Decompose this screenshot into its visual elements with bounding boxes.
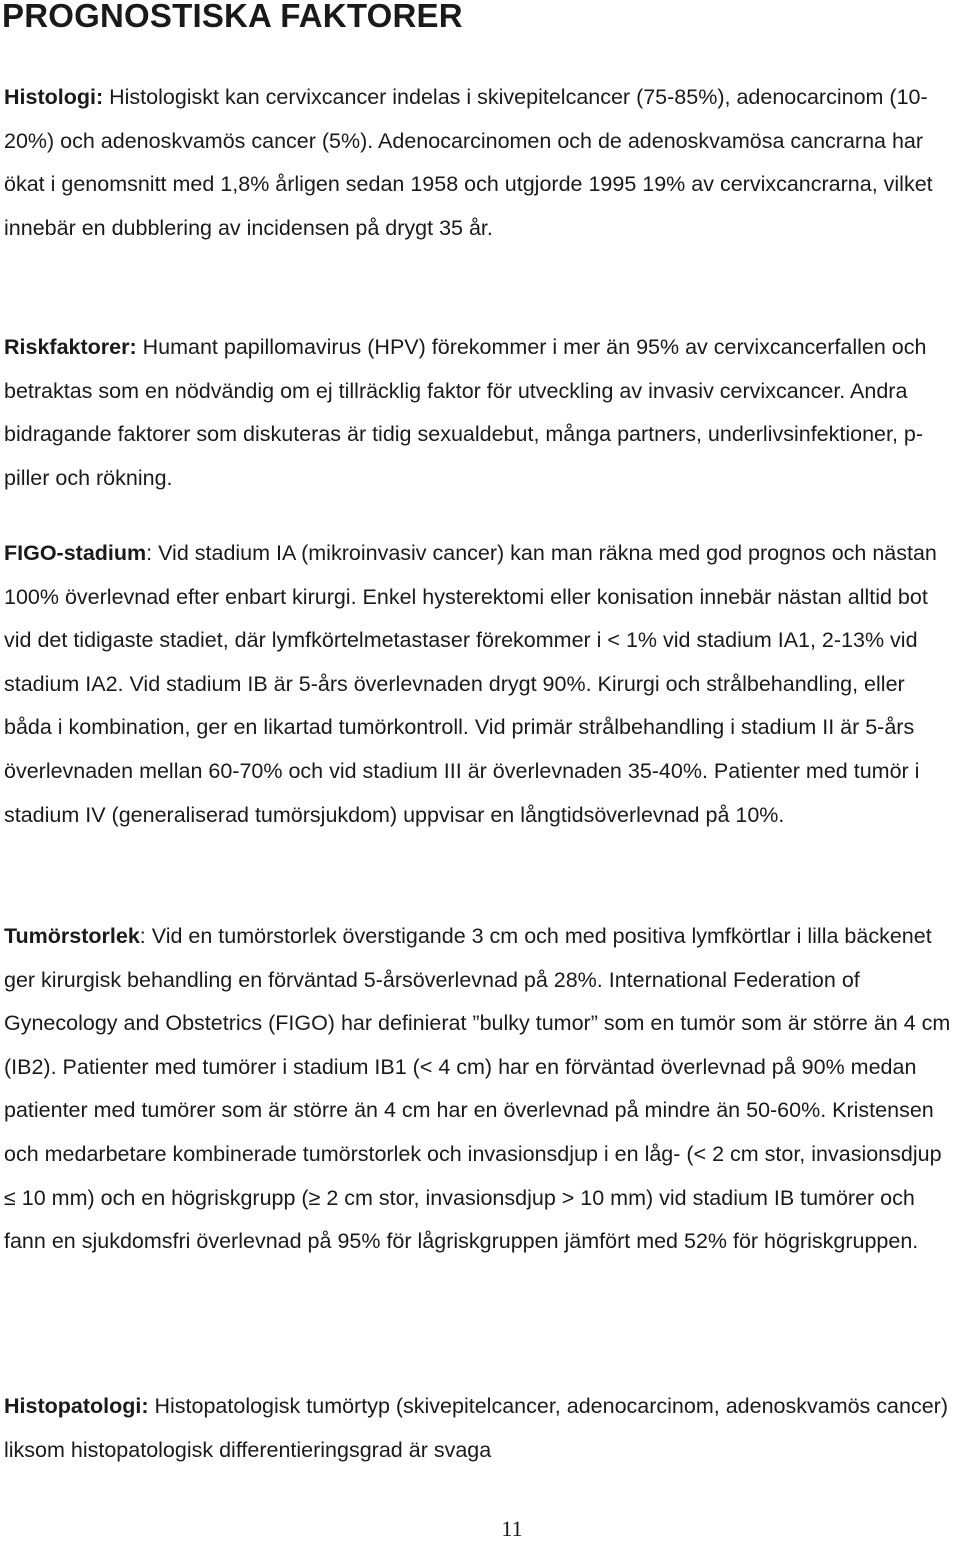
section-figo-stadium: [4, 532, 958, 837]
section-label-tumorstorlek: Tumörstorlek: [4, 924, 140, 948]
page-number: 11: [501, 1516, 523, 1541]
section-histologi: [4, 76, 958, 250]
section-label-riskfaktorer: Riskfaktorer:: [4, 335, 137, 359]
section-label-histologi: Histologi:: [4, 85, 104, 109]
section-riskfaktorer: [4, 326, 958, 500]
section-label-histopatologi: Histopatologi:: [4, 1394, 149, 1418]
section-text-histopatologi: Histopatologisk tumörtyp (skivepitelcancer, adenocarcinom, adenoskvamös cancer) liksom histopatologisk differentieringsgrad är svaga: [4, 1394, 948, 1462]
page-title: PROGNOSTISKA FAKTORER: [2, 0, 463, 34]
section-text-figo-stadium: : Vid stadium IA (mikroinvasiv cancer) kan man räkna med god prognos och nästan 100% överlevnad efter enbart kirurgi. Enkel hysterektomi eller konisation innebär nästan alltid bot vid det tidigaste stadiet, där lymfkörtelmetastaser förekommer i < 1% vid stadium IA1, 2-13% vid stadium IA2. Vid stadium IB är 5-års överlevnaden drygt 90%. Kirurgi och strålbehandling, eller båda i kombination, ger en likartad tumörkontroll. Vid primär strålbehandling i stadium II är 5-års överlevnaden mellan 60-70% och vid stadium III är överlevnaden 35-40%. Patienter med tumör i stadium IV (generaliserad tumörsjukdom) uppvisar en långtidsöverlevnad på 10%.: [4, 541, 937, 827]
section-histopatologi: [4, 1385, 958, 1472]
section-text-tumorstorlek: : Vid en tumörstorlek överstigande 3 cm och med positiva lymfkörtlar i lilla bäckenet ger kirurgisk behandling en förväntad 5-årsöverlevnad på 28%. International Federation of Gynecology and Obstetrics (FIGO) har definierat ”bulky tumor” som en tumör som är större än 4 cm (IB2). Patienter med tumörer i stadium IB1 (< 4 cm) har en förväntad överlevnad på 90% medan patienter med tumörer som är större än 4 cm har en överlevnad på mindre än 50-60%. Kristensen och medarbetare kombinerade tumörstorlek och invasionsdjup i en låg- (< 2 cm stor, invasionsdjup ≤ 10 mm) och en högriskgrupp (≥ 2 cm stor, invasionsdjup > 10 mm) vid stadium IB tumörer och fann en sjukdomsfri överlevnad på 95% för lågriskgruppen jämfört med 52% för högriskgruppen.: [4, 924, 951, 1254]
section-label-figo-stadium: FIGO-stadium: [4, 541, 147, 565]
section-tumorstorlek: [4, 915, 958, 1264]
section-text-riskfaktorer: Humant papillomavirus (HPV) förekommer i mer än 95% av cervixcancerfallen och betraktas som en nödvändig om ej tillräcklig faktor för utveckling av invasiv cervixcancer. Andra bidragande faktorer som diskuteras är tidig sexualdebut, många partners, underlivsinfektioner, p-piller och rökning.: [4, 335, 927, 490]
section-text-histologi: Histologiskt kan cervixcancer indelas i skivepitelcancer (75-85%), adenocarcinom (10-20%) och adenoskvamös cancer (5%). Adenocarcinomen och de adenoskvamösa cancrarna har ökat i genomsnitt med 1,8% årligen sedan 1958 och utgjorde 1995 19% av cervixcancrarna, vilket innebär en dubblering av incidensen på drygt 35 år.: [4, 85, 933, 240]
